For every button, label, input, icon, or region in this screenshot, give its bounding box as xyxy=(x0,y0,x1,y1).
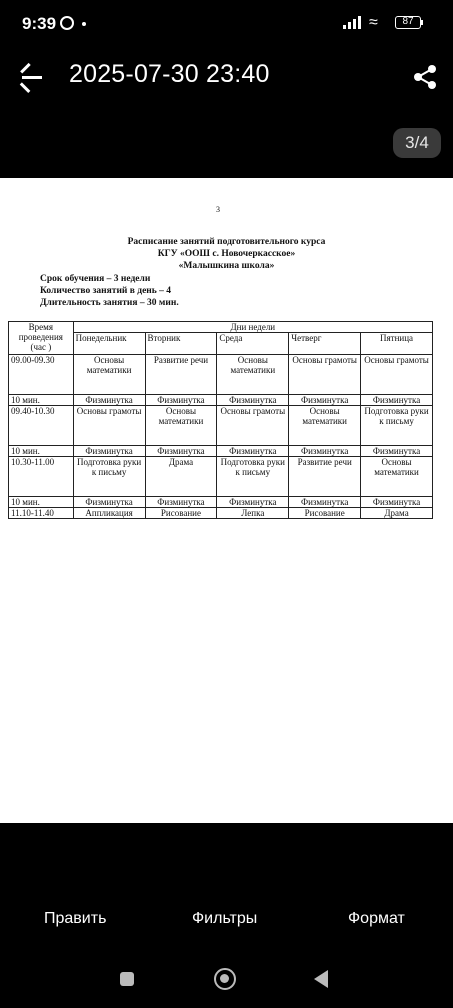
table-cell: Подготовка руки к письму xyxy=(73,457,145,497)
table-cell-time: 10 мин. xyxy=(9,497,74,508)
schedule-table xyxy=(8,321,433,519)
table-day-header: Среда xyxy=(217,333,289,355)
status-bar xyxy=(0,0,453,48)
table-day-header: Пятница xyxy=(361,333,433,355)
table-cell-time: 10 мин. xyxy=(9,446,74,457)
table-cell-time: 11.10-11.40 xyxy=(9,508,74,519)
table-row xyxy=(9,508,433,519)
document-page-number: 3 xyxy=(216,205,220,214)
notification-dot-icon xyxy=(82,22,86,26)
nav-back-icon[interactable] xyxy=(314,970,328,988)
table-day-header: Вторник xyxy=(145,333,217,355)
table-cell: Драма xyxy=(361,508,433,519)
status-time: 9:39 xyxy=(22,14,57,33)
table-row xyxy=(9,406,433,446)
table-cell: Рисование xyxy=(145,508,217,519)
table-cell: Физминутка xyxy=(217,395,289,406)
document-meta-line: Срок обучения – 3 недели xyxy=(40,274,151,284)
table-cell: Физминутка xyxy=(145,497,217,508)
format-button[interactable]: Формат xyxy=(348,910,405,927)
system-nav-bar xyxy=(0,954,453,1008)
table-row xyxy=(9,355,433,395)
signal-icon xyxy=(343,15,363,29)
table-cell: Физминутка xyxy=(145,446,217,457)
top-app-bar xyxy=(0,48,453,108)
share-icon[interactable] xyxy=(410,62,440,92)
battery-icon: 87 xyxy=(395,16,421,29)
table-cell: Лепка xyxy=(217,508,289,519)
edit-button[interactable]: Править xyxy=(44,910,107,927)
table-cell: Физминутка xyxy=(73,395,145,406)
table-header-days: Дни недели xyxy=(73,322,432,333)
table-cell: Физминутка xyxy=(73,497,145,508)
table-cell: Основы математики xyxy=(73,355,145,395)
table-cell: Физминутка xyxy=(145,395,217,406)
table-cell: Основы математики xyxy=(217,355,289,395)
battery-tip xyxy=(421,20,423,25)
table-cell: Основы грамоты xyxy=(361,355,433,395)
home-icon[interactable] xyxy=(214,968,236,990)
table-cell: Основы грамоты xyxy=(217,406,289,446)
table-cell: Основы математики xyxy=(289,406,361,446)
table-cell: Основы грамоты xyxy=(73,406,145,446)
table-row xyxy=(9,497,433,508)
page-counter-badge: 3/4 xyxy=(393,128,441,158)
table-day-header: Понедельник xyxy=(73,333,145,355)
back-arrow-icon[interactable] xyxy=(16,62,50,92)
table-cell: Аппликация xyxy=(73,508,145,519)
table-cell: Физминутка xyxy=(289,497,361,508)
table-cell: Развитие речи xyxy=(289,457,361,497)
document-meta-line: Длительность занятия – 30 мин. xyxy=(40,298,179,308)
table-row xyxy=(9,457,433,497)
table-cell: Физминутка xyxy=(289,446,361,457)
table-cell: Физминутка xyxy=(361,395,433,406)
document-header-line: «Малышкина школа» xyxy=(178,261,275,271)
table-cell: Основы грамоты xyxy=(289,355,361,395)
document-header-line: Расписание занятий подготовительного курса xyxy=(127,237,326,247)
document-image[interactable] xyxy=(0,178,453,823)
table-cell-time: 09.00-09.30 xyxy=(9,355,74,395)
table-row xyxy=(9,395,433,406)
table-cell: Развитие речи xyxy=(145,355,217,395)
table-cell: Физминутка xyxy=(73,446,145,457)
recent-apps-icon[interactable] xyxy=(120,972,134,986)
table-cell: Подготовка руки к письму xyxy=(217,457,289,497)
table-cell: Физминутка xyxy=(361,446,433,457)
table-row xyxy=(9,446,433,457)
table-header-time: Время проведения (час ) xyxy=(9,322,74,355)
page-title: 2025-07-30 23:40 xyxy=(69,60,270,88)
table-cell: Физминутка xyxy=(217,446,289,457)
filters-button[interactable]: Фильтры xyxy=(192,910,258,927)
table-cell: Физминутка xyxy=(361,497,433,508)
table-day-header: Четверг xyxy=(289,333,361,355)
table-cell: Физминутка xyxy=(289,395,361,406)
table-cell: Физминутка xyxy=(217,497,289,508)
table-cell: Рисование xyxy=(289,508,361,519)
table-cell: Драма xyxy=(145,457,217,497)
whatsapp-icon xyxy=(60,16,74,30)
table-cell: Основы математики xyxy=(361,457,433,497)
table-cell-time: 09.40-10.30 xyxy=(9,406,74,446)
table-cell: Основы математики xyxy=(145,406,217,446)
document-meta-line: Количество занятий в день – 4 xyxy=(40,286,172,296)
table-cell-time: 10.30-11.00 xyxy=(9,457,74,497)
table-cell-time: 10 мин. xyxy=(9,395,74,406)
wifi-icon: ≈ xyxy=(369,14,378,31)
document-header-line: КГУ «ООШ с. Новочеркасское» xyxy=(157,249,296,259)
bottom-action-bar xyxy=(0,888,453,954)
table-cell: Подготовка руки к письму xyxy=(361,406,433,446)
